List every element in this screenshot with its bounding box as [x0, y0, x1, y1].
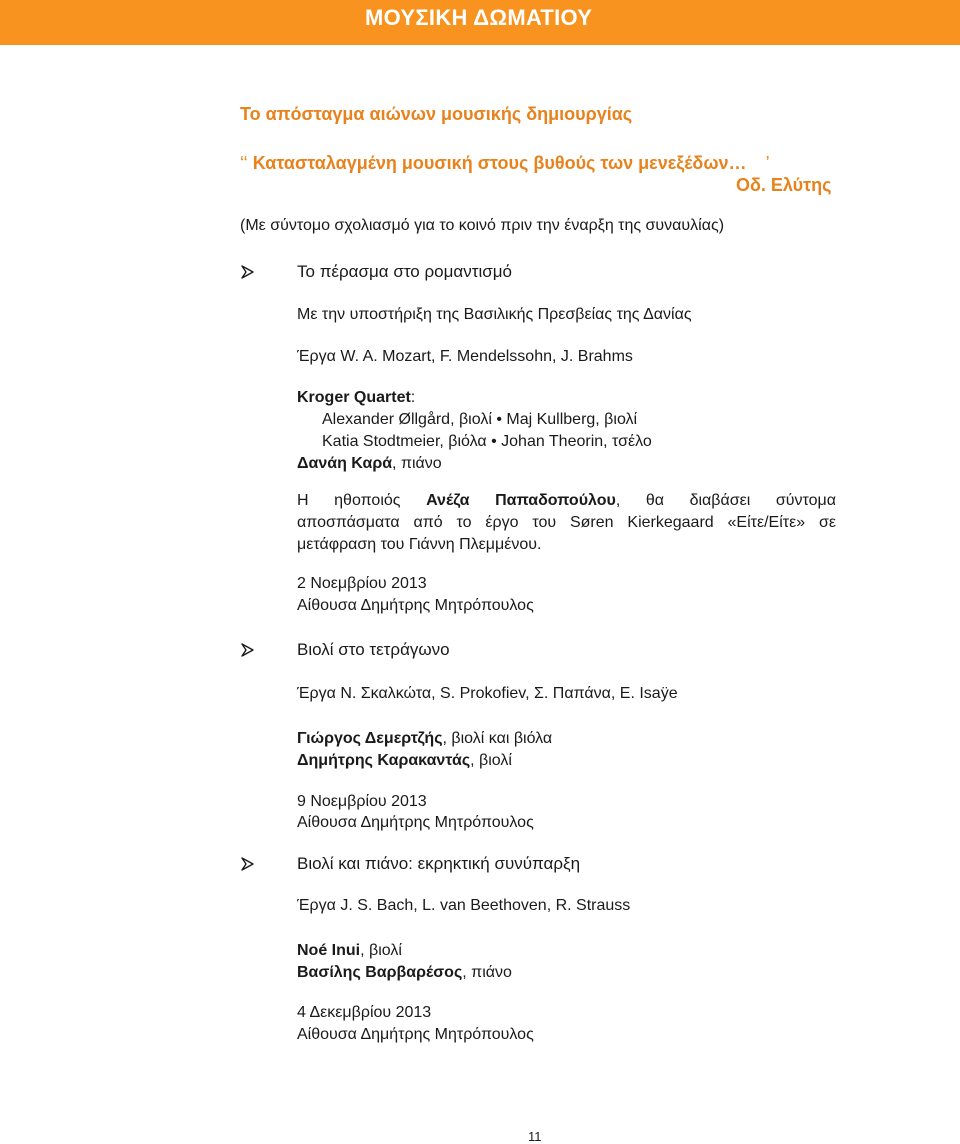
headline: Το απόσταγμα αιώνων μουσικής δημιουργίας — [240, 104, 633, 124]
quote-body: Κατασταλαγμένη μουσική στους βυθούς των μενεξέδων… — [252, 153, 747, 173]
performer-name: Βασίλης Βαρβαρέσος — [297, 964, 463, 981]
page-title: ΜΟΥΣΙΚΗ ΔΩΜΑΤΙΟΥ — [365, 5, 593, 30]
performer-name: Noé Inui — [297, 942, 361, 959]
quote-open-mark: ‘‘ — [240, 153, 248, 173]
page-number: 11 — [528, 1129, 542, 1144]
concert-3-title: Βιολί και πιάνο: εκρηκτική συνύπαρξη — [297, 854, 581, 873]
arrowhead-bullet-icon — [240, 264, 256, 280]
concert-2-title: Βιολί στο τετράγωνο — [297, 640, 450, 659]
quote-author: Οδ. Ελύτης — [736, 175, 832, 195]
arrowhead-bullet-icon — [240, 856, 256, 872]
concert-1-date: 2 Νοεμβρίου 2013 — [297, 575, 427, 592]
performer-name: Γιώργος Δεμερτζής — [297, 730, 443, 747]
narration-line-1 — [297, 490, 836, 512]
guest-role: , πιάνο — [392, 455, 442, 472]
narration-paragraph — [297, 490, 836, 556]
performer-2 — [297, 752, 512, 770]
concert-1-title: Το πέρασμα στο ρομαντισμό — [297, 262, 512, 281]
narration-line-2: αποσπάσματα από το έργο του Søren Kierkegaard «Είτε/Είτε» σε — [297, 514, 836, 531]
ensemble-heading — [297, 389, 415, 407]
narration-pre: Η ηθοποιός — [297, 492, 427, 509]
performer-role: , βιολί — [470, 752, 512, 769]
concert-2-works: Έργα Ν. Σκαλκώτα, S. Prokofiev, Σ. Παπάνα, E. Isaÿe — [297, 685, 678, 702]
performer-1 — [297, 730, 552, 748]
performer-role: , βιολί — [360, 942, 402, 959]
guest-name: Δανάη Καρά — [297, 455, 393, 472]
guest-performer — [297, 455, 442, 473]
concert-3-works: Έργα J. S. Bach, L. van Beethoven, R. Strauss — [297, 897, 631, 914]
ensemble-name: Kroger Quartet — [297, 389, 411, 406]
intro-note: (Με σύντομο σχολιασμό για το κοινό πριν την έναρξη της συναυλίας) — [240, 217, 725, 234]
narration-line-3: μετάφραση του Γιάννη Πλεμμένου. — [297, 536, 542, 553]
title-banner — [0, 0, 960, 45]
concert-3-venue: Αίθουσα Δημήτρης Μητρόπουλος — [297, 1026, 534, 1043]
concert-3-date: 4 Δεκεμβρίου 2013 — [297, 1004, 432, 1021]
actress-name: Ανέζα Παπαδοπούλου — [426, 492, 616, 509]
concert-1-works: Έργα W. A. Mozart, F. Mendelssohn, J. Brahms — [297, 348, 633, 365]
performer-role: , βιολί και βιόλα — [442, 730, 553, 747]
concert-1-venue: Αίθουσα Δημήτρης Μητρόπουλος — [297, 597, 534, 614]
performer-2 — [297, 964, 512, 982]
concert-1-support: Με την υποστήριξη της Βασιλικής Πρεσβείας της Δανίας — [297, 306, 692, 323]
members-line-1: Alexander Øllgård, βιολί • Maj Kullberg, βιολί — [322, 411, 638, 428]
members-line-2: Katia Stodtmeier, βιόλα • Johan Theorin, τσέλο — [322, 433, 652, 450]
concert-2-venue: Αίθουσα Δημήτρης Μητρόπουλος — [297, 814, 534, 831]
arrowhead-bullet-icon — [240, 642, 256, 658]
ensemble-colon: : — [410, 389, 416, 406]
narration-post: , θα διαβάσει σύντομα — [615, 492, 836, 509]
performer-role: , πιάνο — [462, 964, 512, 981]
performer-name: Δημήτρης Καρακαντάς — [297, 752, 471, 769]
concert-2-date: 9 Νοεμβρίου 2013 — [297, 793, 427, 810]
performer-1 — [297, 942, 402, 960]
quote-close-mark: ’ — [765, 153, 770, 173]
quote-text — [240, 153, 770, 174]
